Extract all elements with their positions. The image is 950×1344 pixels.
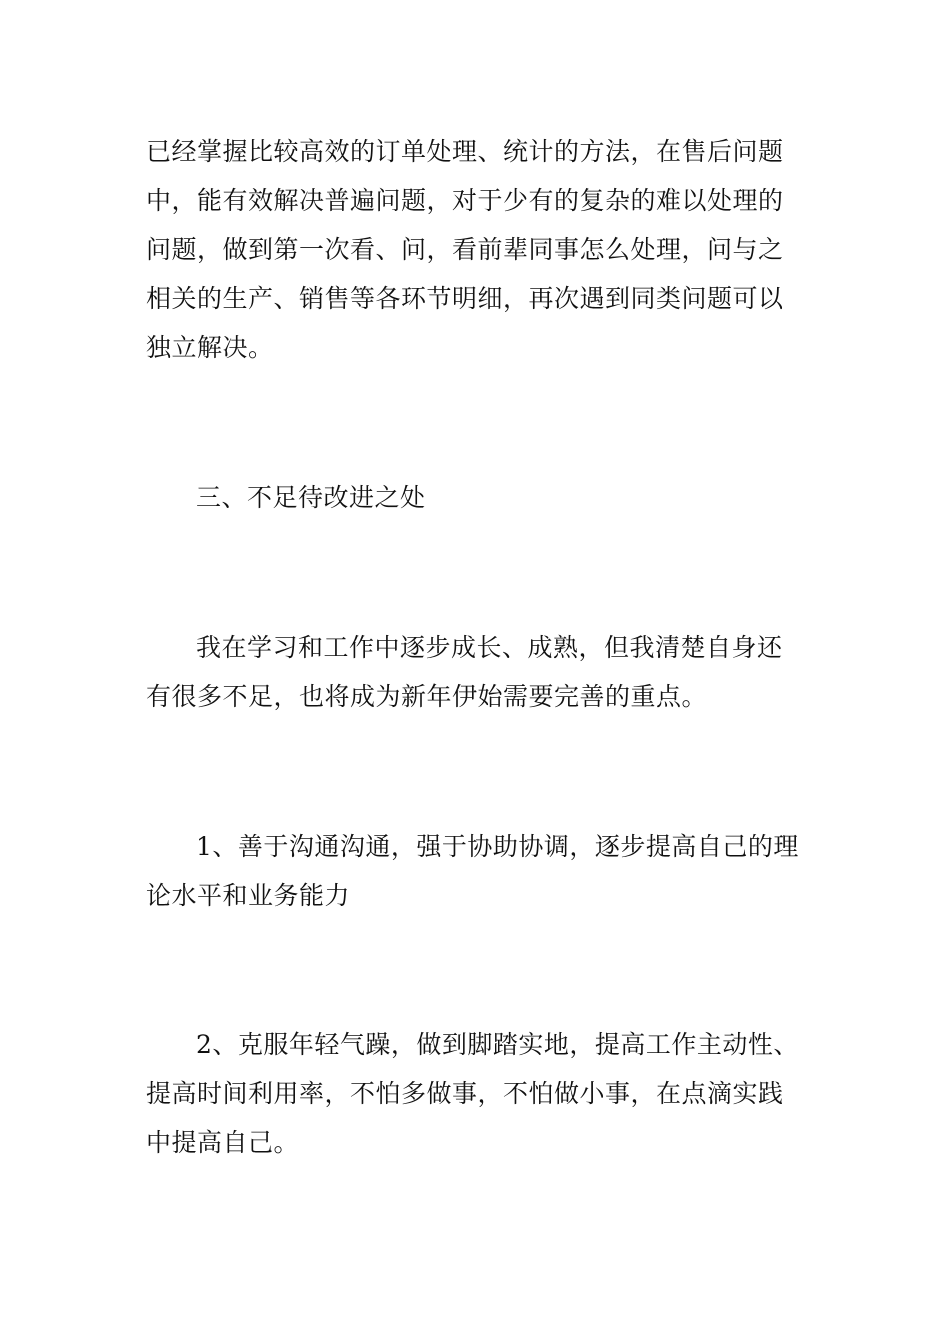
paragraph-line: 有很多不足，也将成为新年伊始需要完善的重点。 bbox=[146, 682, 708, 711]
paragraph-line: 相关的生产、销售等各环节明细，再次遇到同类问题可以 bbox=[146, 284, 784, 313]
paragraph-line: 问题，做到第一次看、问，看前辈同事怎么处理，问与之 bbox=[146, 235, 784, 264]
list-item-line: 提高时间利用率，不怕多做事，不怕做小事，在点滴实践 bbox=[146, 1079, 784, 1108]
list-item-1 bbox=[146, 822, 806, 920]
list-item-2 bbox=[146, 1020, 806, 1167]
section-heading-text: 三、不足待改进之处 bbox=[196, 483, 426, 512]
paragraph-line: 已经掌握比较高效的订单处理、统计的方法，在售后问题 bbox=[146, 137, 784, 166]
paragraph-intro bbox=[146, 623, 806, 721]
section-heading bbox=[146, 473, 806, 522]
list-item-line: 2、克服年轻气躁，做到脚踏实地，提高工作主动性、 bbox=[196, 1030, 799, 1059]
list-item-line: 论水平和业务能力 bbox=[146, 881, 351, 910]
paragraph-continuation bbox=[146, 127, 806, 372]
paragraph-line: 中，能有效解决普遍问题，对于少有的复杂的难以处理的 bbox=[146, 186, 784, 215]
paragraph-line: 独立解决。 bbox=[146, 333, 274, 362]
list-item-line: 1、善于沟通沟通，强于协助协调，逐步提高自己的理 bbox=[196, 832, 799, 861]
list-item-line: 中提高自己。 bbox=[146, 1128, 300, 1157]
paragraph-line: 我在学习和工作中逐步成长、成熟，但我清楚自身还 bbox=[196, 633, 783, 662]
